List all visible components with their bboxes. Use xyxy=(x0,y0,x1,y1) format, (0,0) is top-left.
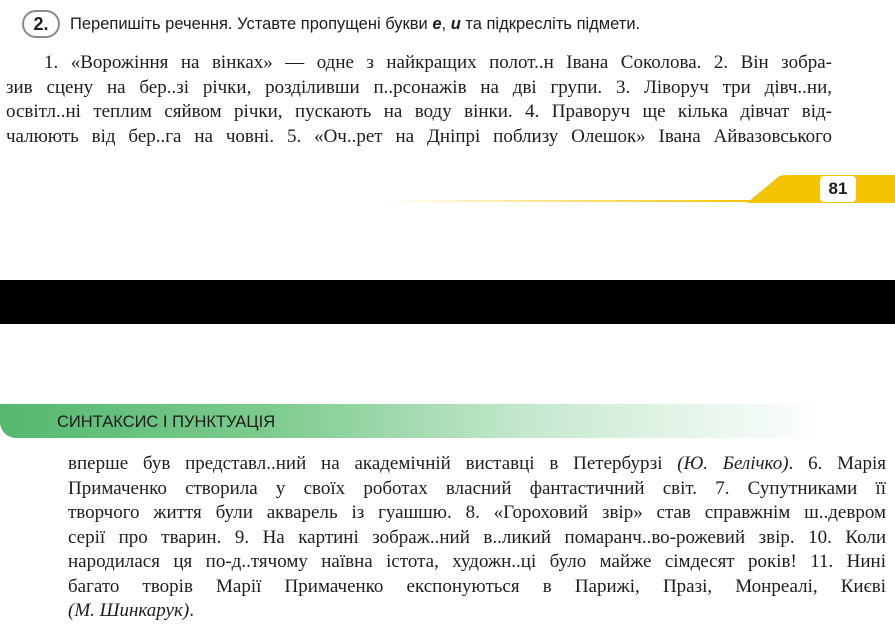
task-number: 2 xyxy=(33,13,44,34)
text-line: народилася ця по-д..тячому наївна істота, художн..ці було майже сімдесят років! 11. Нині xyxy=(68,551,886,572)
page-footer-rule xyxy=(380,200,750,202)
text-line: Примаченко створила у своїх роботах власний фантастичний світ. 7. Супутниками її xyxy=(68,477,886,499)
text-line: чалюють від бер..га на човні. 5. «Оч..рет на Дніпрі поблизу Олешок» Івана Айвазовського xyxy=(6,125,832,147)
instruction-text-end: та підкресліть підмети. xyxy=(460,14,641,33)
instruction-separator: , xyxy=(441,14,451,33)
text-line: 1. «Ворожіння на вінках» — одне з найкращих полот..н Івана Соколова. 2. Він зобра- xyxy=(44,52,832,73)
task-number-dot: . xyxy=(43,13,49,34)
exercise-text-top xyxy=(6,51,832,149)
text-segment: . xyxy=(189,600,194,621)
text-segment: вперше був представл..ний на академічній виставці в Петербурзі xyxy=(68,453,678,474)
citation-author: (М. Шинкарук) xyxy=(68,600,190,621)
text-line xyxy=(68,599,886,624)
text-line: серії про тварин. 9. На картині зображ..ний в..ликий помаранч..во-рожевий звір. 10. Коли xyxy=(68,526,886,548)
instruction-letter-y: и xyxy=(450,14,461,33)
section-title: СИНТАКСИС І ПУНКТУАЦІЯ xyxy=(57,413,276,431)
text-line: зив сцену на бер..зі річки, розділивши п..рсонажів на дві групи. 3. Ліворуч три дівч..ни, xyxy=(6,76,832,98)
instruction-letter-e: е xyxy=(432,14,442,33)
task-number-badge xyxy=(22,10,60,38)
task-header xyxy=(22,9,882,39)
redaction-band xyxy=(0,280,895,324)
text-segment: . 6. Марія xyxy=(788,453,886,474)
instruction-text-start: Перепишіть речення. Уставте пропущені букви xyxy=(70,14,433,33)
page-number: 81 xyxy=(820,176,856,202)
text-line: творчого життя були акварель із гуашшю. 8. «Гороховий звір» став справжнім ш..девром xyxy=(68,502,886,523)
citation-author: (Ю. Белічко) xyxy=(677,453,789,474)
text-line: багато творів Марії Примаченко експонуються в Парижі, Празі, Монреалі, Києві xyxy=(68,575,886,597)
text-line: освітл..ні теплим сяйвом річки, пускають на воду вінки. 4. Праворуч ще кілька дівчат від- xyxy=(6,101,832,122)
text-line xyxy=(68,452,886,477)
task-instruction xyxy=(70,15,640,34)
exercise-text-bottom xyxy=(68,452,886,624)
